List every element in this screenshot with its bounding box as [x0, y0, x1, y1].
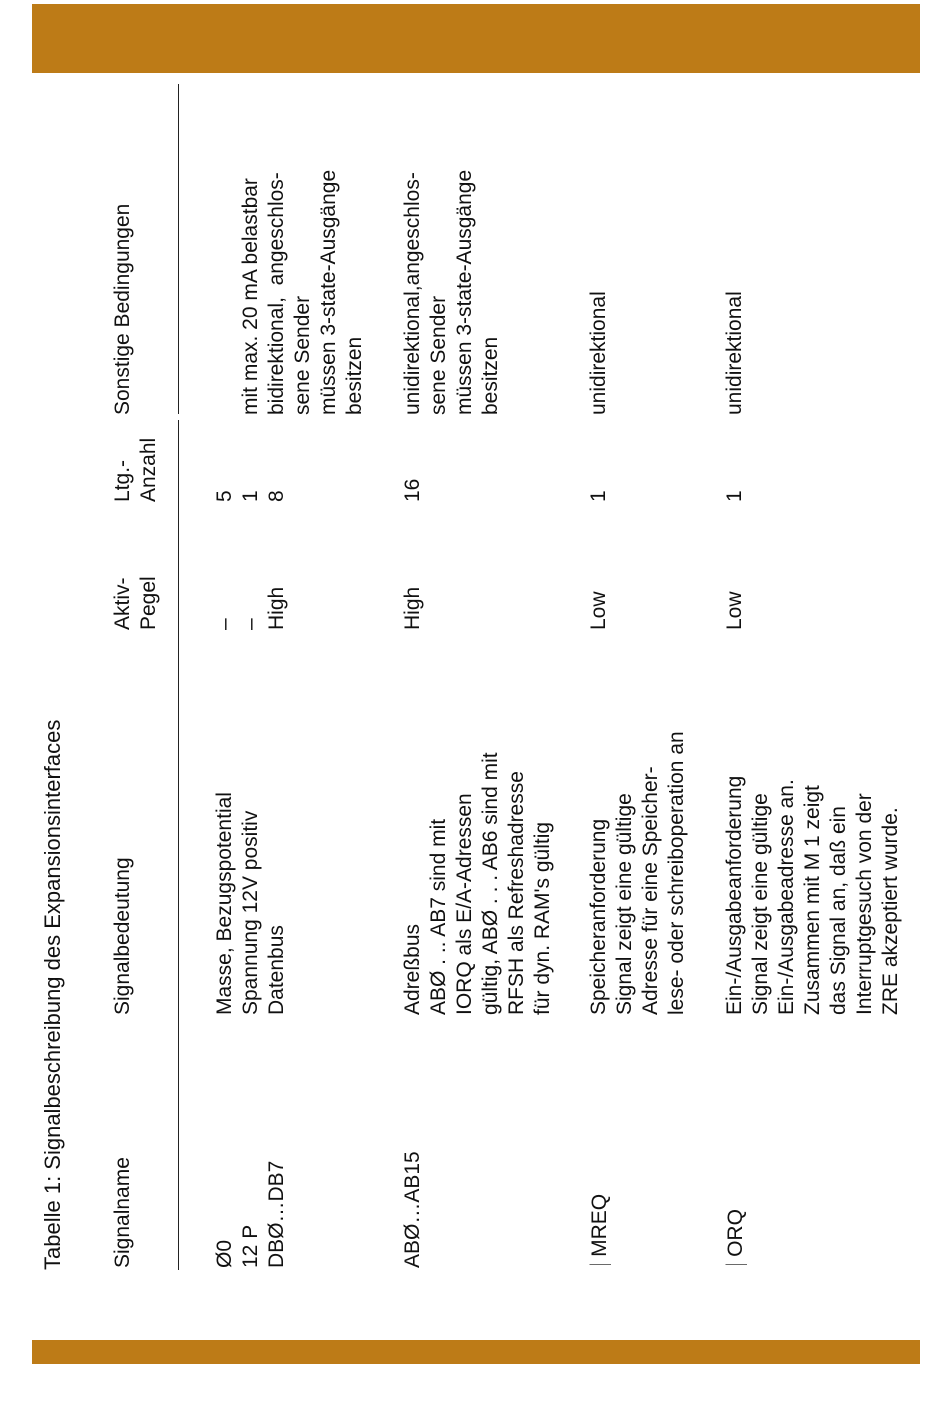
row1-anzahl: 5 1 8 [213, 490, 288, 502]
row3-signalbedeutung: Speicheranforderung Signal zeigt eine gültige Adresse für eine Speicher- lese- oder schreiboperation an [587, 731, 688, 1015]
table-title: Tabelle 1: Signalbeschreibung des Expansionsinterfaces [40, 719, 65, 1270]
row3-bedingungen: unidirektional [587, 291, 610, 415]
header-signalbedeutung: Signalbedeutung [111, 857, 134, 1015]
row1-bedingungen: mit max. 20 mA belastbar bidirektional, angeschlos- sene Sender müssen 3-state-Ausgänge besitzen [239, 169, 366, 415]
overline-bar-icon: | [723, 1260, 747, 1268]
row2-pegel: High [401, 586, 424, 630]
rotated-table-page [0, 80, 900, 1280]
header-rule-right [178, 84, 179, 414]
row4-signalbedeutung: Ein-/Ausgabeanforderung Signal zeigt eine gültige Ein-/Ausgabeadresse an. Zusammen mit M 1 zeigt das Signal an, daß ein Interruptgesuch von der ZRE akzeptiert wurde. [723, 775, 902, 1015]
row4-anzahl: 1 [723, 490, 746, 502]
row1-pegel: – – High [213, 586, 288, 630]
bottom-color-band [32, 1340, 920, 1364]
header-signalname: Signalname [111, 1157, 134, 1268]
overline-bar-icon: | [587, 1260, 611, 1268]
row2-anzahl: 16 [401, 478, 424, 502]
row3-anzahl: 1 [587, 490, 610, 502]
row4-bedingungen: unidirektional [723, 291, 746, 415]
row4-signalname [722, 1209, 749, 1268]
row3-signalname [586, 1194, 613, 1268]
header-aktiv-pegel: Aktiv- Pegel [111, 576, 160, 630]
row4-signalname-text: ORQ [724, 1209, 747, 1257]
row1-signalname: Ø0 12 P DBØ…DB7 [213, 1160, 288, 1268]
row3-signalname-text: MREQ [588, 1193, 611, 1257]
row2-signalbedeutung: Adreßbus ABØ . .. AB7 sind mit IORQ als E/A-Adressen gültig, ABØ . . . AB6 sind mit RFSH als Refreshadresse für dyn. RAM's gültig [401, 752, 554, 1015]
row2-bedingungen: unidirektional,angeschlos- sene Sender müssen 3-state-Ausgänge besitzen [401, 169, 502, 415]
row4-pegel: Low [723, 591, 746, 630]
row2-signalname: ABØ…AB15 [401, 1151, 424, 1268]
header-rule-left [178, 420, 179, 1270]
row1-signalbedeutung: Masse, Bezugspotential Spannung 12V positiv Datenbus [213, 792, 288, 1015]
header-ltg-anzahl: Ltg.- Anzahl [111, 437, 160, 502]
row3-pegel: Low [587, 591, 610, 630]
top-color-band [32, 4, 920, 73]
header-sonstige-bedingungen: Sonstige Bedingungen [111, 203, 134, 415]
